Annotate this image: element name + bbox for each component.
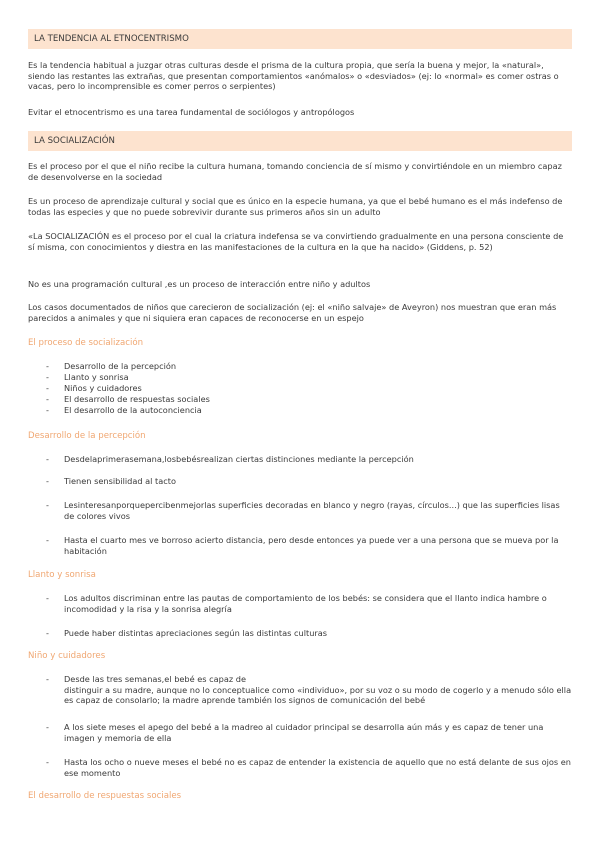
bullet-dash: - xyxy=(46,628,49,638)
list-item-line: distinguir a su madre, aunque no lo conceptualice como «individuo», por su voz o su modo de cogerlo y a menudo sólo ella es capaz de consolarlo; la madre aprende también los signos de comunicación del bebé xyxy=(64,684,572,706)
paragraph: No es una programación cultural ,es un proceso de interacción entre niño y adultos xyxy=(28,279,371,289)
bullet-dash: - xyxy=(46,383,49,393)
paragraph: Los casos documentados de niños que carecieron de socialización (ej: el «niño salvaje» de Aveyron) nos muestran que eran más parecidos a animales y que ni siquiera eran capaces de reconocerse en un espejo xyxy=(28,302,557,323)
list-item-text: Desdelaprimerasemana,losbebésrealizan ciertas distinciones mediante la percepción xyxy=(64,454,414,464)
bullet-dash: - xyxy=(46,405,49,415)
list-item-text: Hasta el cuarto mes ve borroso acierto distancia, pero desde entonces ya puede ver a una persona que se mueva por la habitación xyxy=(64,535,559,556)
bullet-dash: - xyxy=(46,674,49,684)
paragraph: «La SOCIALIZACIÓN es el proceso por el cual la criatura indefensa se va convirtiendo gradualmente en una persona consciente de sí misma, con conocimientos y diestra en las manifestaciones de la cultura en la que ha nacido» (Giddens, p. 52) xyxy=(28,231,564,252)
subheading-llanto: Llanto y sonrisa xyxy=(28,570,96,580)
bullet-dash: - xyxy=(46,722,49,732)
bullet-dash: - xyxy=(46,476,49,486)
section-heading-etnocentrismo: LA TENDENCIA AL ETNOCENTRISMO xyxy=(28,29,572,49)
subheading-proceso: El proceso de socialización xyxy=(28,338,144,348)
list-item-text: El desarrollo de respuestas sociales xyxy=(64,394,210,404)
list-item-text: Hasta los ocho o nueve meses el bebé no es capaz de entender la existencia de aquello que no está delante de sus ojos en ese momento xyxy=(64,757,571,778)
list-item-text: Lesinteresanporquepercibenmejorlas superficies decoradas en blanco y negro (rayas, círculos...) que las superficies lisas de colores vivos xyxy=(64,500,560,521)
subheading-cuidadores: Niño y cuidadores xyxy=(28,651,106,661)
bullet-dash: - xyxy=(46,372,49,382)
list-item-line: Desde las tres semanas,el bebé es capaz de xyxy=(64,674,247,684)
paragraph: Evitar el etnocentrismo es una tarea fundamental de sociólogos y antropólogos xyxy=(28,107,355,117)
list-item-text: A los siete meses el apego del bebé a la madreo al cuidador principal se desarrolla aún más y es capaz de tener una imagen y memoria de ella xyxy=(64,722,544,743)
list-item-text: Puede haber distintas apreciaciones según las distintas culturas xyxy=(64,628,328,638)
list-item-text: Llanto y sonrisa xyxy=(64,372,129,382)
list-item-text: Desarrollo de la percepción xyxy=(64,361,177,371)
list-item-text: Los adultos discriminan entre las pautas de comportamiento de los bebés: se considera que el llanto indica hambre o incomodidad y la risa y la sonrisa alegría xyxy=(64,593,547,614)
list-item-text: Tienen sensibilidad al tacto xyxy=(64,476,176,486)
bullet-dash: - xyxy=(46,535,49,545)
bullet-dash: - xyxy=(46,454,49,464)
subheading-percepcion: Desarrollo de la percepción xyxy=(28,431,146,441)
list-item-text: Niños y cuidadores xyxy=(64,383,142,393)
paragraph: Es el proceso por el que el niño recibe la cultura humana, tomando conciencia de sí mismo y convirtiéndole en un miembro capaz de desenvolverse en la sociedad xyxy=(28,161,562,182)
paragraph: Es la tendencia habitual a juzgar otras culturas desde el prisma de la cultura propia, que sería la buena y mejor, la «natural», siendo las restantes las extrañas, que presentan comportamientos «anómalos» o «desviados» (ej: lo «normal» es comer ostras o vacas, pero lo incomprensible es comer perros o serpientes) xyxy=(28,60,559,92)
bullet-dash: - xyxy=(46,361,49,371)
bullet-dash: - xyxy=(46,394,49,404)
bullet-dash: - xyxy=(46,593,49,603)
subheading-respuestas: El desarrollo de respuestas sociales xyxy=(28,791,182,801)
list-item-text xyxy=(64,674,572,706)
paragraph: Es un proceso de aprendizaje cultural y social que es único en la especie humana, ya que el bebé humano es el más indefenso de todas las especies y que no puede sobrevivir durante sus primeros años sin un adulto xyxy=(28,196,563,217)
list-item-text: El desarrollo de la autoconciencia xyxy=(64,405,202,415)
bullet-dash: - xyxy=(46,500,49,510)
bullet-dash: - xyxy=(46,757,49,767)
section-heading-socializacion: LA SOCIALIZACIÓN xyxy=(28,131,572,151)
